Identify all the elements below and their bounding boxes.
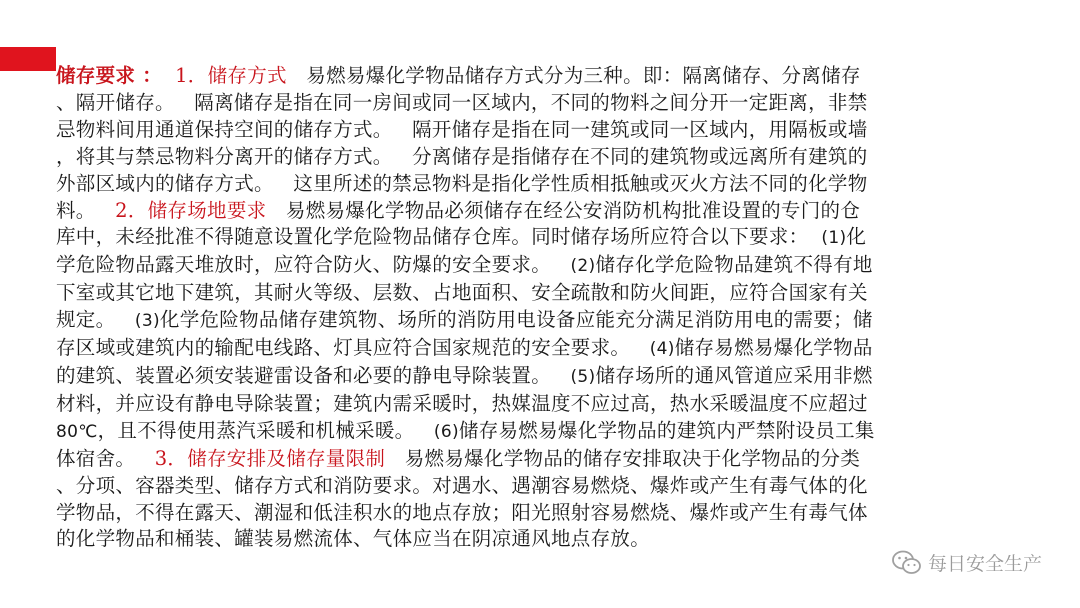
text-segment: 下室或其它地下建筑，其耐火等级、层数、占地面积、安全疏散和防火间距，应符合国家有关 <box>56 281 868 305</box>
text-segment: 外部区域内的储存方式。 这里所述的禁忌物料是指化学性质相抵触或灭火方法不同的化学物 <box>56 171 868 195</box>
text-segment: (5) <box>570 366 596 387</box>
text-segment: ，且不得使用蒸汽采暖和机械采暖。 <box>97 418 434 442</box>
text-segment: 的化学物品和桶装、罐装易燃流体、气体应当在阴凉通风地点存放。 <box>56 527 651 551</box>
text-line <box>56 90 986 117</box>
text-segment: (3) <box>134 311 160 332</box>
text-line <box>56 63 986 90</box>
text-segment: 的建筑、装置必须安装避雷设备和必要的静电导除装置。 <box>56 363 571 387</box>
text-segment: (4) <box>649 339 675 360</box>
text-segment: 、隔开储存。 隔离储存是指在同一房间或同一区域内，不同的物料之间分开一定距离，非禁 <box>56 90 868 114</box>
text-segment: (1) <box>821 228 847 249</box>
text-segment: 库中，未经批准不得随意设置化学危险物品储存仓库。同时储存场所应符合以下要求： <box>56 225 822 249</box>
section-heading: 3．储存安排及储存量限制 <box>154 446 386 470</box>
text-segment: (6) <box>433 421 459 442</box>
text-line <box>56 418 986 446</box>
text-segment: 化学危险物品储存建筑物、场所的消防用电设备应能充分满足消防用电的需要；储 <box>159 308 873 332</box>
red-accent-bar <box>0 47 56 71</box>
text-line <box>56 363 986 391</box>
text-line <box>56 526 986 553</box>
text-line <box>56 198 986 225</box>
text-segment: 料。 <box>56 198 116 222</box>
text-line <box>56 335 986 363</box>
text-segment: 易燃易爆化学物品必须储存在经公安消防机构批准设置的专门的仓 <box>266 198 861 222</box>
text-segment: 、分项、容器类型、储存方式和消防要求。对遇水、遇潮容易燃烧、爆炸或产生有毒气体的化 <box>56 473 868 497</box>
text-line <box>56 500 986 527</box>
text-segment: 易燃易爆化学物品储存方式分为三种。即：隔离储存、分离储存 <box>286 64 861 87</box>
text-segment: 忌物料间用通道保持空间的储存方式。 隔开储存是指在同一建筑或同一区域内，用隔板或墙 <box>56 117 868 141</box>
text-segment: 学物品，不得在露天、潮湿和低洼积水的地点存放；阳光照射容易燃烧、爆炸或产生有毒气体 <box>56 500 868 524</box>
text-segment: (2) <box>570 256 596 277</box>
text-segment: 存区域或建筑内的输配电线路、灯具应符合国家规范的安全要求。 <box>56 336 650 360</box>
text-line <box>56 446 986 473</box>
text-segment: 材料，并应设有静电导除装置；建筑内需采暖时，热媒温度不应过高，热水采暖温度不应超过 <box>56 391 868 415</box>
text-segment: 储存易燃易爆化学物品的建筑内严禁附设员工集 <box>458 418 875 442</box>
text-line <box>56 307 986 335</box>
text-line <box>56 473 986 500</box>
text-segment: 化 <box>846 225 867 249</box>
text-line <box>56 171 986 198</box>
text-line <box>56 252 986 280</box>
text-segment: 学危险物品露天堆放时，应符合防火、防爆的安全要求。 <box>56 253 571 277</box>
text-line <box>56 144 986 171</box>
wechat-icon <box>892 550 922 576</box>
watermark <box>892 549 1042 576</box>
text-segment: ，将其与禁忌物料分离开的储存方式。 分离储存是指储存在不同的建筑物或远离所有建筑的 <box>56 144 868 168</box>
text-segment: 80℃ <box>56 421 98 442</box>
watermark-label: 每日安全生产 <box>927 553 1042 575</box>
text-segment: 易燃易爆化学物品的储存安排取决于化学物品的分类 <box>385 446 861 470</box>
section-heading: 1．储存方式 <box>162 64 287 87</box>
text-segment: 储存场所的通风管道应采用非燃 <box>595 363 873 387</box>
storage-requirements-text <box>56 63 986 553</box>
text-segment: 体宿舍。 <box>56 446 155 470</box>
section-heading: 2．储存场地要求 <box>115 198 267 222</box>
text-segment: 规定。 <box>56 308 135 332</box>
section-heading: 储存要求 ： <box>56 64 163 87</box>
text-segment: 储存易燃易爆化学物品 <box>674 336 873 360</box>
text-segment: 储存化学危险物品建筑不得有地 <box>595 253 873 277</box>
text-line <box>56 391 986 418</box>
text-line <box>56 224 986 252</box>
text-line <box>56 280 986 307</box>
text-line <box>56 117 986 144</box>
